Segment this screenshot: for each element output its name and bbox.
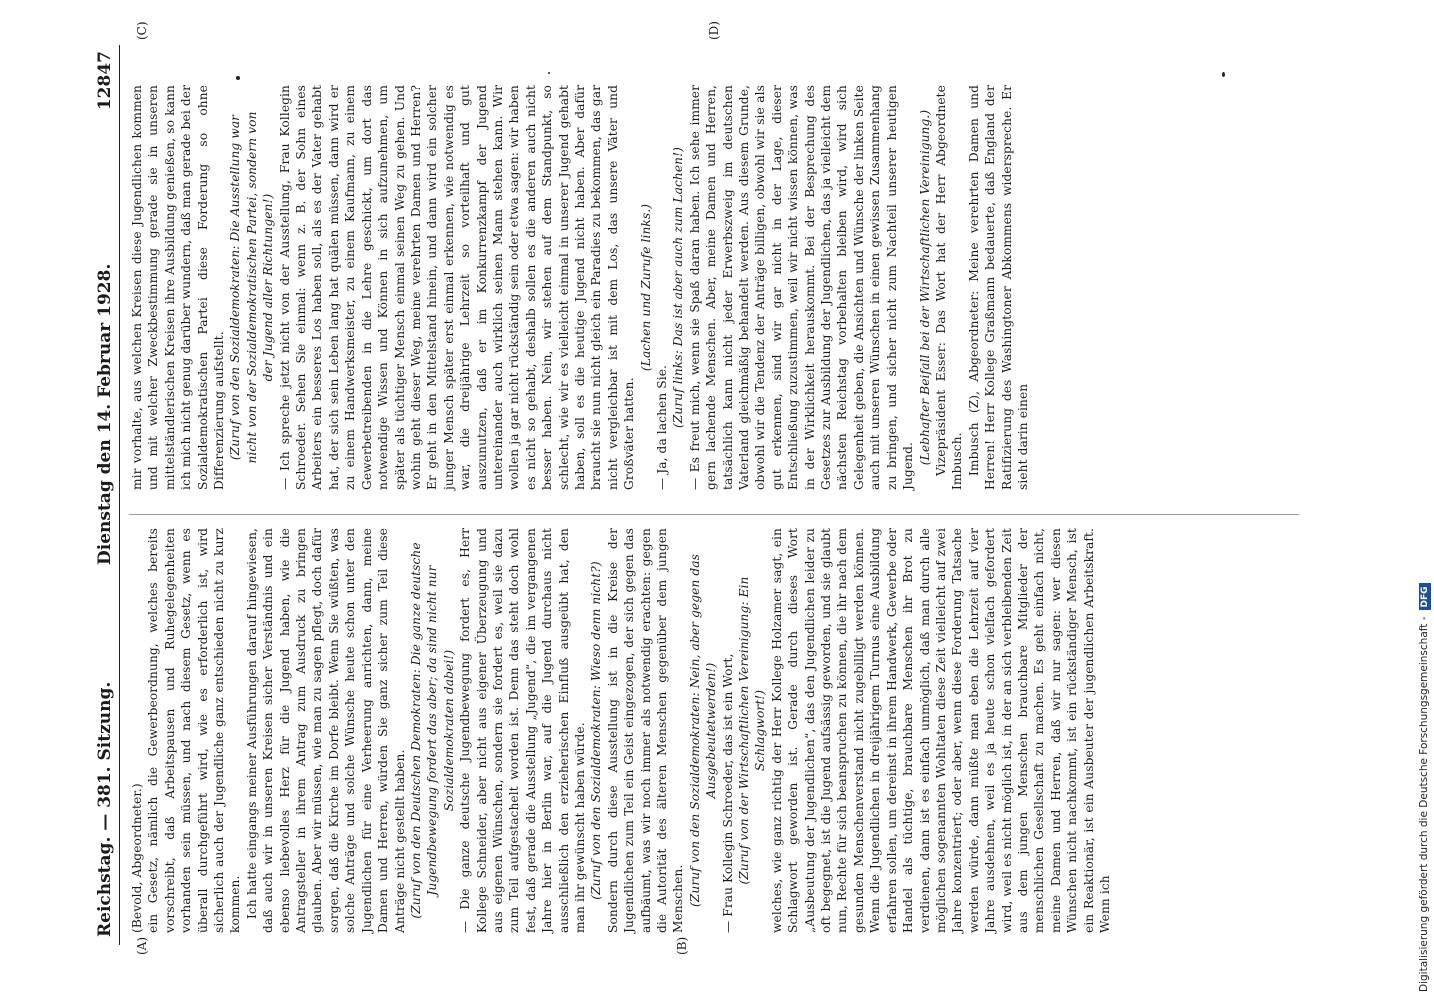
interjection: (Zuruf von den Deutschen Demokraten: Die ganze deutsche Jugendbewegung fordert das aber; da sind nicht nur Sozialdemokraten dabei!) xyxy=(408,542,456,919)
interjection: (Zuruf von den Sozialdemokraten: Nein, aber gegen das Ausgebeutetwerden!) xyxy=(687,553,719,908)
interjection: (Lebhafter Beifall bei der Wirtschaftlichen Vereinigung.) xyxy=(917,109,932,466)
column-divider xyxy=(129,514,1299,515)
margin-marker-b: (B) xyxy=(675,936,689,955)
scan-speck xyxy=(548,72,550,74)
paragraph: Ich hatte eingangs meiner Ausführungen darauf hingewiesen, daß auch wir in unseren Kreisen sicher Verständnis und ein ebenso liebevolles Herz für die Jugend haben, wie die Antragsteller in ihrem Antrag zum Ausdruck zu bringen glauben. Aber wir müssen, wie man zu sagen pflegt, doch dafür sorgen, daß die Kirche im Dorfe bleibt. Wenn Sie wüßten, was solche Anträge und solche Wünsche heute schon unter den Jugendlichen für eine Verheerung anrichten, dann, meine Damen und Herren, würden Sie ganz sicher zum Teil diese Anträge nicht gestellt haben. xyxy=(244,528,407,933)
right-column xyxy=(129,85,1299,490)
margin-marker-c: (C) xyxy=(135,21,149,40)
document-page xyxy=(95,21,1415,955)
paragraph: Imbusch (Z), Abgeordneter: Meine verehrten Damen und Herren! Herr Kollege Graßmann bedauerte, daß England der Ratifizierung des Washingtoner Abkommens widerspreche. Er sieht darin einen xyxy=(966,85,1030,490)
paragraph: — Ich spreche jetzt nicht von der Ausstellung, Frau Kollegin Schroeder. Sehen Sie einmal: wenn z. B. der Sohn eines Arbeiters ein besseres Los haben soll, als es der Vater gehabt hat, der sich sein Leben lang hat quälen müssen, dann wird er zu einem Handwerksmeister, zu einem Kaufmann, zu einem Gewerbetreibenden in die Lehre geschickt, um dort das notwendige Wissen und Können in sich aufzunehmen, um später als tüchtiger Mensch einmal seinen Weg zu gehen. Und wohin geht dieser Weg, meine verehrten Damen und Herren? Er geht in den Mittelstand hinein, und dann wird ein solcher junger Mensch später erst einmal erkennen, wie notwendig es war, die dreijährige Lehrzeit so vorteilhaft und gut auszunutzen, daß er im Konkurrenzkampf der Jugend untereinander auch wirklich seinen Mann stehen kann. Wir wollen ja gar nicht rückständig sein oder etwa sagen: wir haben es nicht so gehabt, deshalb sollen es die anderen auch nicht besser haben. Nein, wir stehen auf dem Standpunkt, so schlecht, wie wir es vielleicht einmal in unserer Jugend gehabt haben, soll es die heutige Jugend nicht haben. Aber dafür braucht sie nun nicht gleich ein Paradies zu bekommen, das gar nicht vergleichbar ist mit dem Los, das unsere Väter und Großväter hatten. xyxy=(277,85,637,490)
credit-text: Digitalisierung gefördert durch die Deutsche Forschungsgemeinschaft - xyxy=(1418,616,1430,992)
interjection: (Zuruf von der Wirtschaftlichen Vereinigung: Ein Schlagwort!) xyxy=(737,576,768,885)
margin-marker-d: (D) xyxy=(707,21,721,40)
header-date: Dienstag den 14. Februar 1928. xyxy=(95,263,115,565)
paragraph: — Es freut mich, wenn sie Spaß daran haben. Ich sehe immer gern lachende Menschen. Aber, meine Damen und Herren, tatsächlich kann nicht jeder Erwerbszweig im deutschen Vaterland gleichmäßig behandelt werden. Aus diesem Grunde, obwohl wir die Tendenz der Anträge billigen, obwohl wir sie als gut erkennen, sind wir gar nicht in der Lage, dieser Entschließung zuzustimmen, weil wir nicht wissen können, was in der Wirklichkeit herauskommt. Bei der Besprechung des Gesetzes zur Ausbildung der Jugendlichen, das ja vielleicht dem nächsten Reichstag vorbehalten bleiben wird, wird sich Gelegenheit geben, die Ansichten und Wünsche der linken Seite auch mit unseren Wünschen in einen gewissen Zusammenhang zu bringen, und sicher nicht zum Nachteil unserer heutigen Jugend. xyxy=(687,85,916,490)
interjection: (Zuruf links: Das ist aber auch zum Lachen!) xyxy=(671,147,686,428)
paragraph: — Ja, da lachen Sie. xyxy=(655,364,669,490)
paragraph: mir vorhalte, aus welchen Kreisen diese Jugendlichen kommen und mit welcher Zweckbestimmung gerade sie in unseren mittelständlerischen Kreisen ihre Ausbildung genießen, so kann ich mich nicht genug darüber wundern, daß man gerade bei der Sozialdemokratischen Partei diese Forderung so ohne Differenzierung aufstellt. xyxy=(130,85,227,490)
paragraph: — Die ganze deutsche Jugendbewegung fordert es, Herr Kollege Schneider, aber nicht aus eigener Überzeugung und aus eigenen Wünschen, sondern sie fordert es, weil sie dazu zum Teil aufgestachelt worden ist. Denn das steht doch wohl fest, daß gerade die Ausstellung „Jugend“, die im vergangenen Jahre hier in Berlin war, auf die Jugend durchaus nicht ausschließlich den erzieherischen Einfluß ausgeübt hat, den man ihr gewünscht haben würde. xyxy=(458,528,587,933)
dfg-logo: DFG xyxy=(1419,583,1431,610)
scan-speck xyxy=(1222,72,1225,77)
header-session: Reichstag. — 381. Sitzung. xyxy=(95,681,115,937)
margin-marker-a: (A) xyxy=(135,936,149,955)
paragraph: Sondern durch diese Ausstellung ist in die Kreise der Jugendlichen zum Teil ein Geist eingezogen, der sich gegen das aufbäumt, was wir noch immer als notwendig erachten: gegen die Autorität des älteren Menschen gegenüber dem jungen Menschen. xyxy=(605,528,686,933)
paragraph: ein Gesetz, nämlich die Gewerbeordnung, welches bereits vorschreibt, daß Arbeitspausen und Ruhegelegenheiten vorhanden sein müssen, und nach diesem Gesetz, wenn es überall durchgeführt wird, wie es erforderlich ist, wird sicherlich auch der Jugendliche ganz entschieden nicht zu kurz kommen. xyxy=(146,528,243,933)
paragraph: welches, wie ganz richtig der Herr Kollege Holzamer sagt, ein Schlagwort geworden ist. Gerade durch dieses Wort „Ausbeutung der Jugendlichen“, das den Jugendlichen leider zu oft begegnet, ist die Jugend aufsässig geworden, und sie glaubt nun, Rechte für sich beanspruchen zu können, die ihr nach dem gesunden Menschenverstand nicht zugebilligt werden können. Wenn die Jugendlichen in dreijährigem Turnus eine Ausbildung erfahren sollen, um dereinst in ihrem Handwerk, Gewerbe oder Handel als tüchtige, brauchbare Menschen ihr Brot zu verdienen, dann ist es einfach unmöglich, daß man durch alle möglichen sogenannten Wohltaten diese Zeit vielleicht auf zwei Jahre konzentriert; oder aber, wenn diese Forderung Tatsache werden würde, dann müßte man eben die Lehrzeit auf vier Jahre ausdehnen, weil es ja heute schon vielfach gefordert wird, weil es nicht möglich ist, in der an sich verbleibenden Zeit aus dem jungen Menschen brauchbare Mitglieder der menschlichen Gesellschaft zu machen. Es geht einfach nicht, meine Damen und Herren, daß wir nur sagen: wer diesen Wünschen nicht nachkommt, ist ein rückständiger Mensch, ist ein Reaktionär, ist ein Ausbeuter der jugendlichen Arbeitskraft. Wenn ich xyxy=(769,528,1112,933)
interjection: (Lachen und Zurufe links.) xyxy=(638,203,653,372)
scan-speck xyxy=(236,76,240,80)
digitization-credit xyxy=(1418,583,1431,992)
page-header xyxy=(95,45,120,945)
left-column xyxy=(129,528,1299,933)
interjection: (Zuruf von den Sozialdemokraten: Wieso denn nicht?) xyxy=(589,561,604,900)
interjection: (Zuruf von den Sozialdemokraten: Die Ausstellung war nicht von der Sozialdemokratischen Partei, sondern von der Jugend aller Richtungen!) xyxy=(228,111,276,464)
page-number: 12847 xyxy=(95,51,115,111)
paragraph: — Frau Kollegin Schroeder, das ist ein Wort, xyxy=(720,653,735,933)
paragraph: Vizepräsident Esser: Das Wort hat der Herr Abgeordnete Imbusch. xyxy=(933,85,965,490)
speaker-label: (Bevold, Abgeordneter.) xyxy=(130,783,144,933)
